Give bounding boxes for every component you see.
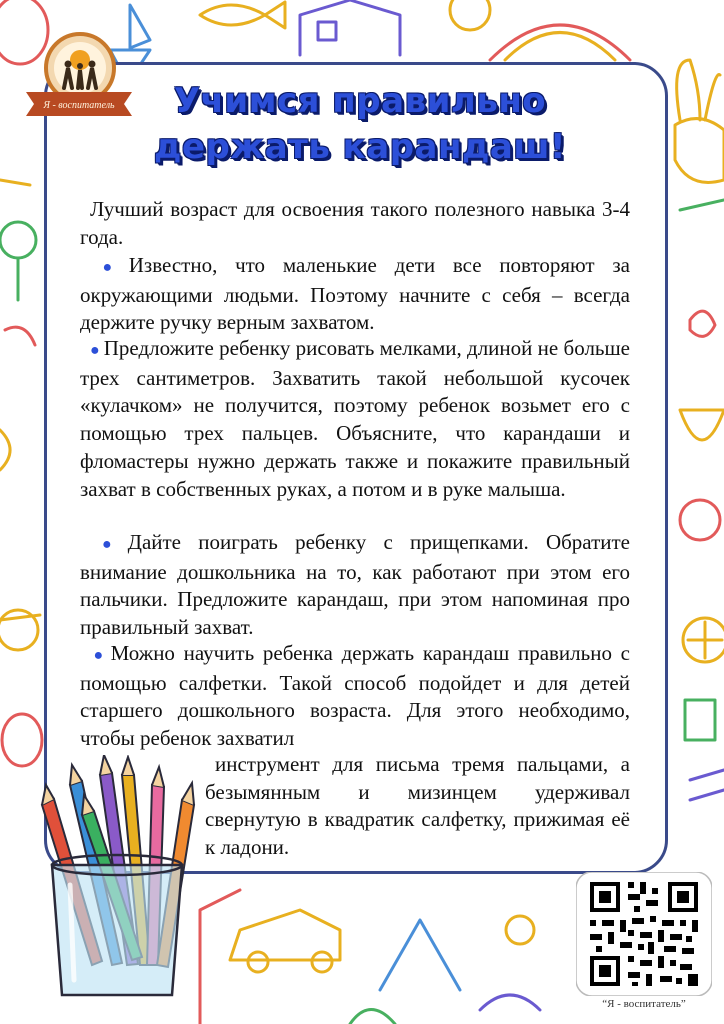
paragraph-text: Можно научить ребенка держать карандаш правильно с помощью салфетки. Такой способ подойдет и для детей старшего дошкольного возраста. Для этого необходимо, чтобы ребенок захватил (80, 641, 630, 751)
paragraph-text: Предложите ребенку рисовать мелками, длиной не больше трех сантиметров. Захватить такой небольшой кусочек «кулачком» не получится, поэтому ребенок возьмет его с помощью трех пальцев. Объясните, что карандаши и фломастеры нужно держать также и покажите правильный захват в собственных руках, а потом и в руке малыша. (80, 336, 630, 501)
paragraph-bullet-1 (80, 252, 630, 337)
pencil-cup-illustration (22, 755, 212, 1005)
logo-badge (20, 30, 138, 122)
qr-caption: “Я - воспитатель” (602, 998, 686, 1010)
bullet-icon: ● (90, 536, 124, 553)
paragraph-text: инструмент для письма тремя пальцами, а безымянным и мизинцем удерживал свернутую в квадратик салфетку, прижимая её к ладони. (205, 752, 630, 860)
paragraph-bullet-4 (80, 640, 630, 753)
paragraph-text: Известно, что маленькие дети все повторяют за окружающими людьми. Поэтому начните с себя – всегда держите ручку верным захватом. (80, 253, 630, 335)
paragraph-bullet-3 (80, 529, 630, 642)
bullet-icon: ● (90, 259, 125, 276)
logo-text: Я - воспитатель (43, 100, 115, 111)
bullet-icon: ● (90, 647, 107, 664)
bullet-icon: ● (90, 342, 100, 359)
page-title (130, 78, 590, 170)
paragraph-text: Лучший возраст для освоения такого полезного навыка 3-4 года. (80, 197, 630, 249)
paragraph-bullet-2 (80, 335, 630, 503)
paragraph-text: Дайте поиграть ребенку с прищепками. Обратите внимание дошкольника на то, как работают при этом его пальчики. Предложите карандаш, при этом напоминая про правильный захват. (80, 530, 630, 640)
qr-code-block (576, 872, 712, 1022)
paragraph-intro (80, 196, 630, 251)
qr-code-icon[interactable] (576, 872, 712, 996)
title-line-1: Учимся правильно (173, 81, 547, 121)
title-line-2: держать карандаш! (154, 127, 566, 167)
paragraph-continuation (205, 751, 630, 862)
